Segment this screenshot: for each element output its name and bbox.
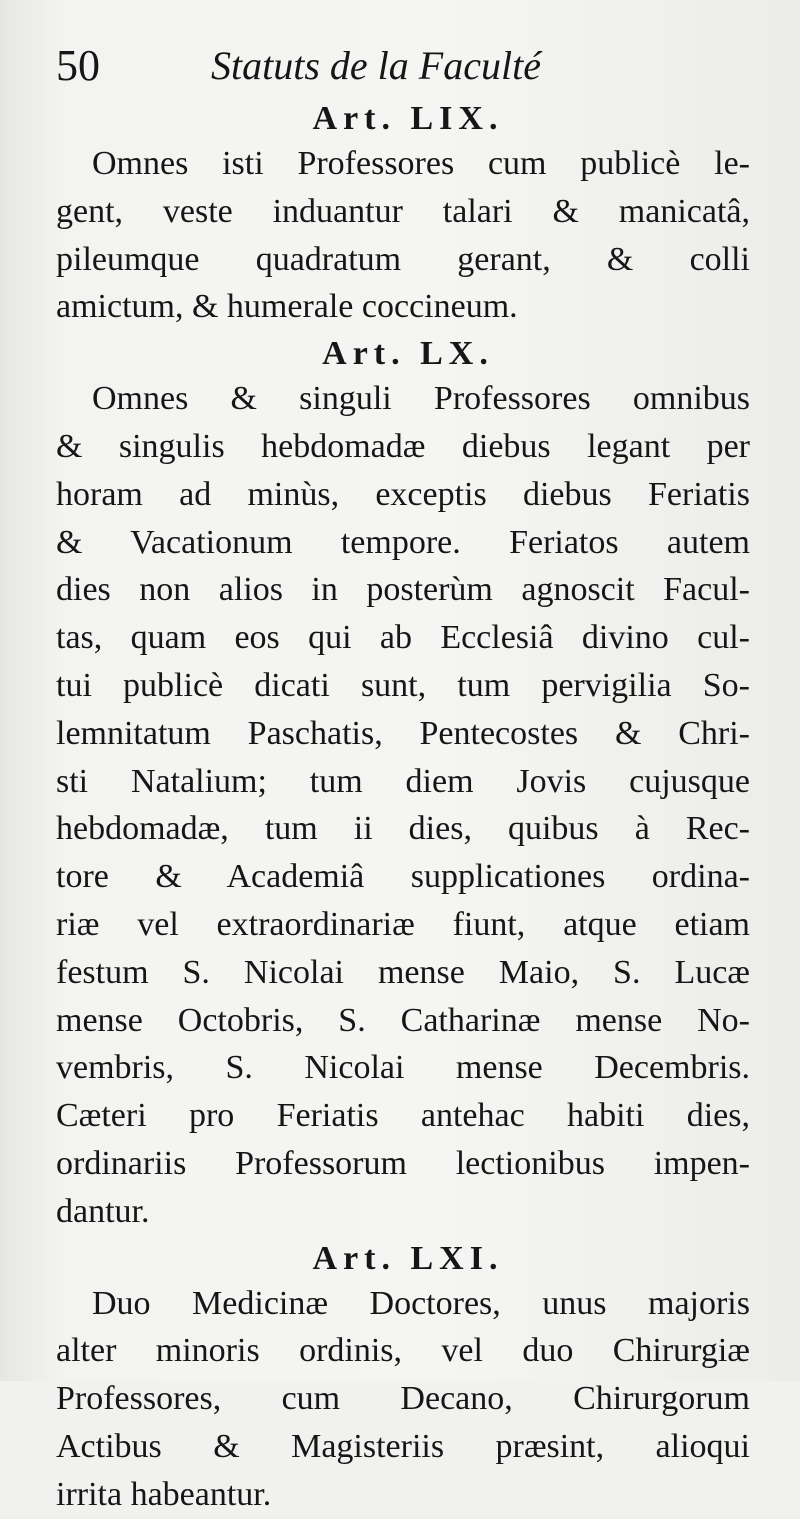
- text-line: amictum, & humerale coccineum.: [56, 288, 518, 326]
- text-line: festum S. Nicolai mense Maio, S. Lucæ: [56, 953, 750, 991]
- text-line: Duo Medicinæ Doctores, unus majoris: [92, 1284, 750, 1322]
- article-heading-lxi: Art. LXI.: [312, 1239, 504, 1277]
- text-line: hebdomadæ, tum ii dies, quibus à Rec-: [56, 810, 750, 848]
- text-line: gent, veste induantur talari & manicatâ,: [56, 192, 750, 230]
- text-line: vembris, S. Nicolai mense Decembris.: [56, 1049, 750, 1087]
- text-line: Omnes isti Professores cum publicè le-: [92, 145, 750, 182]
- article-lxi-text: [56, 1280, 750, 1519]
- text-line: & singulis hebdomadæ diebus legant per: [56, 427, 750, 465]
- text-line: riæ vel extraordinariæ fiunt, atque etiam: [56, 905, 750, 943]
- page-header: [56, 40, 750, 98]
- text-line: horam ad minùs, exceptis diebus Feriatis: [56, 475, 750, 513]
- text-line: dantur.: [56, 1192, 150, 1230]
- text-line: Cæteri pro Feriatis antehac habiti dies,: [56, 1097, 750, 1135]
- text-line: mense Octobris, S. Catharinæ mense No-: [56, 1001, 750, 1039]
- text-line: lemnitatum Paschatis, Pentecostes & Chri-: [56, 714, 750, 752]
- text-line: & Vacationum tempore. Feriatos autem: [56, 523, 750, 561]
- text-line: Professores, cum Decano, Chirurgorum: [56, 1380, 750, 1418]
- text-line: irrita habeantur.: [56, 1475, 272, 1513]
- article-heading-lx: Art. LX.: [322, 335, 494, 373]
- text-line: ordinariis Professorum lectionibus impen-: [56, 1144, 750, 1182]
- article-lix-text: [56, 140, 750, 331]
- text-line: tas, quam eos qui ab Ecclesiâ divino cul-: [56, 619, 750, 657]
- article-heading-lix: Art. LIX.: [312, 100, 504, 137]
- text-line: sti Natalium; tum diem Jovis cujusque: [56, 762, 750, 800]
- text-line: Omnes & singuli Professores omnibus: [92, 380, 750, 418]
- article-lx-text: [56, 375, 750, 1235]
- text-line: tore & Academiâ supplicationes ordina-: [56, 858, 750, 896]
- text-line: Actibus & Magisteriis præsint, alioqui: [56, 1427, 750, 1465]
- running-title: Statuts de la Faculté: [211, 43, 541, 88]
- text-line: alter minoris ordinis, vel duo Chirurgiæ: [56, 1332, 750, 1370]
- text-line: tui publicè dicati sunt, tum pervigilia So-: [56, 666, 750, 704]
- page-number: 50: [56, 41, 100, 90]
- text-line: dies non alios in posterùm agnoscit Facul-: [56, 571, 750, 609]
- text-line: pileumque quadratum gerant, & colli: [56, 240, 750, 278]
